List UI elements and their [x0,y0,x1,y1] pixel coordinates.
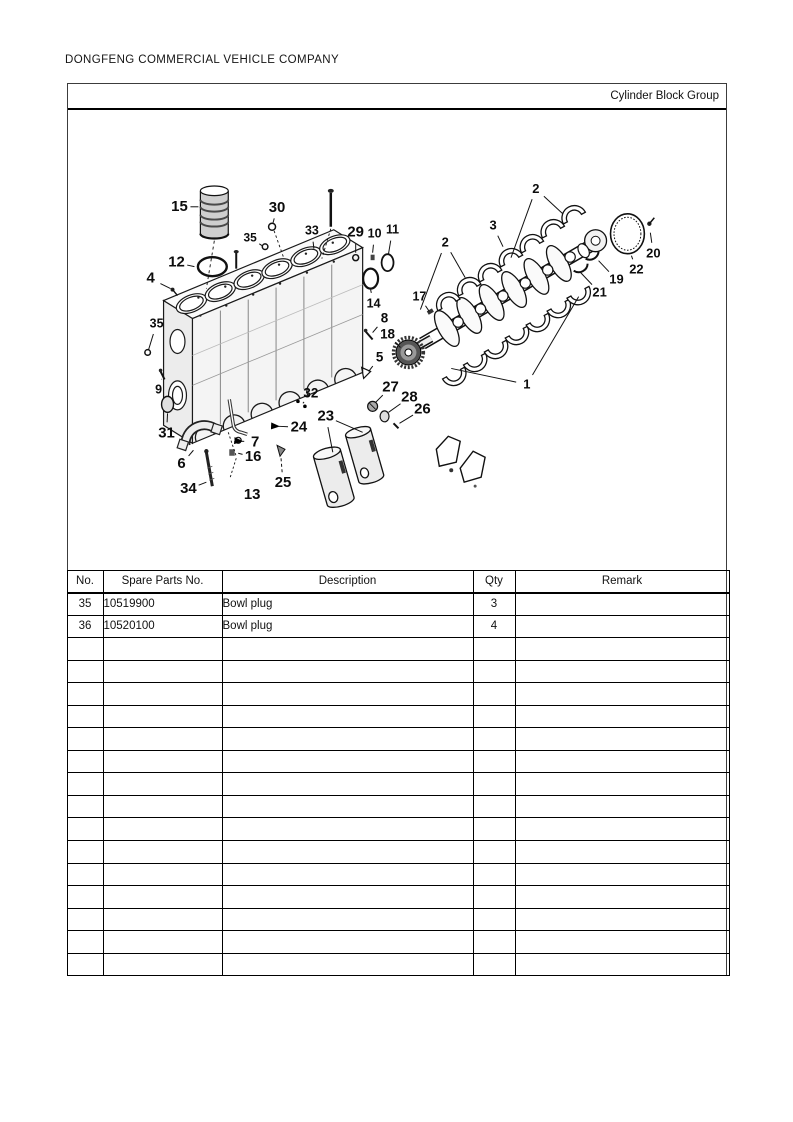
leader-line [376,395,383,402]
cell-no [67,683,103,706]
part-number-label: 35 [243,230,257,245]
group-title: Cylinder Block Group [610,90,719,102]
leader-line [599,261,609,272]
cell-no [67,908,103,931]
cell-remark [515,841,729,864]
exploded-diagram [68,111,725,569]
leader-line [650,233,651,243]
table-row-empty [67,908,729,931]
cell-part-no [103,886,222,909]
leader-line [425,306,429,312]
cell-remark [515,593,729,616]
parts-table [67,570,730,976]
leader-line [581,273,592,285]
part-number-label: 12 [168,253,185,271]
leader-line [303,402,304,403]
cell-no [67,886,103,909]
diagram-area [68,111,725,569]
part-number-label: 29 [347,223,364,241]
cell-no: 35 [67,593,103,616]
part-number-label: 26 [414,400,431,418]
cell-remark [515,931,729,954]
leader-line [149,334,154,349]
cell-no [67,750,103,773]
table-row-empty [67,728,729,751]
leader-line [373,245,374,253]
cell-remark [515,660,729,683]
cell-no [67,931,103,954]
camshaft-bushings [312,424,385,510]
table-row-empty [67,931,729,954]
part-number-label: 34 [180,480,197,498]
table-row-empty [67,841,729,864]
cell-no [67,863,103,886]
column-header: Spare Parts No. [103,571,222,593]
cell-qty [473,660,515,683]
cell-remark [515,683,729,706]
cell-part-no: 10520100 [103,615,222,638]
cell-no [67,660,103,683]
part-number-label: 4 [146,269,155,287]
leader-line [189,450,194,456]
cell-remark [515,728,729,751]
column-header: Remark [515,571,729,593]
cell-description [222,705,473,728]
cell-description: Bowl plug [222,593,473,616]
table-row-empty [67,660,729,683]
cell-description [222,818,473,841]
leader-line [273,218,274,222]
cell-qty [473,773,515,796]
cell-qty [473,750,515,773]
cell-qty [473,795,515,818]
part-number-label: 35 [149,316,164,331]
cell-description [222,773,473,796]
cell-no: 36 [67,615,103,638]
part-number-label: 14 [366,296,381,311]
leader-line [389,404,401,413]
cell-no [67,773,103,796]
cell-description: Bowl plug [222,615,473,638]
cell-description [222,795,473,818]
part-number-label: 6 [177,455,186,473]
column-header: Description [222,571,473,593]
gaskets [436,436,485,487]
part-number-label: 11 [385,222,400,237]
cell-remark [515,953,729,976]
part-number-label: 5 [375,349,384,365]
part-number-label: 17 [412,289,427,304]
table-row-empty [67,638,729,661]
part-number-label: 31 [158,424,175,442]
cell-part-no [103,660,222,683]
leader-line [631,256,632,260]
cell-no [67,841,103,864]
cell-qty [473,683,515,706]
cell-remark [515,795,729,818]
cell-qty [473,908,515,931]
table-row-empty [67,750,729,773]
cell-part-no [103,683,222,706]
leader-line [389,241,391,254]
leader-line [373,327,378,333]
cell-remark [515,615,729,638]
table-header-row [67,571,729,593]
leader-line [199,482,207,485]
part-number-label: 15 [171,197,188,215]
cell-description [222,728,473,751]
cell-qty [473,638,515,661]
leader-line [498,236,503,247]
cell-qty [473,953,515,976]
leader-line [259,244,262,246]
part-number-label: 24 [290,418,308,436]
leader-line [371,290,372,293]
cell-part-no [103,931,222,954]
cell-description [222,750,473,773]
part-number-label: 7 [250,433,260,451]
cell-qty: 3 [473,593,515,616]
part-number-label: 19 [609,271,624,287]
part-number-label: 2 [441,234,449,250]
part-number-label: 9 [155,382,163,397]
table-row-empty [67,818,729,841]
cell-description [222,638,473,661]
cell-remark [515,863,729,886]
leader-line [187,265,194,267]
cell-part-no [103,818,222,841]
company-title: DONGFENG COMMERCIAL VEHICLE COMPANY [65,54,340,66]
cell-qty [473,886,515,909]
cell-qty [473,728,515,751]
cell-qty [473,931,515,954]
table-row-empty [67,795,729,818]
cell-description [222,841,473,864]
cell-part-no: 10519900 [103,593,222,616]
cell-remark [515,750,729,773]
cell-qty [473,705,515,728]
table-row [67,593,729,616]
cell-remark [515,886,729,909]
table-row-empty [67,863,729,886]
part-number-label: 10 [367,226,382,241]
leader-line [160,284,170,289]
leader-line [399,415,413,423]
cell-qty [473,818,515,841]
cell-description [222,683,473,706]
cell-description [222,953,473,976]
part-number-label: 18 [380,326,396,342]
part-number-label: 13 [243,486,261,504]
cell-no [67,953,103,976]
content-box [67,83,727,976]
table-row-empty [67,683,729,706]
cell-remark [515,908,729,931]
cell-no [67,795,103,818]
column-header: Qty [473,571,515,593]
leader-line [281,458,282,472]
part-number-label: 33 [304,223,319,238]
part-number-label: 16 [244,448,262,466]
cell-part-no [103,750,222,773]
leader-line [544,196,563,213]
part-number-label: 3 [489,217,497,233]
table-row-empty [67,705,729,728]
leader-line [532,297,578,375]
part-number-label: 21 [592,284,607,300]
cell-part-no [103,638,222,661]
part-number-label: 23 [317,407,335,425]
table-row-empty [67,953,729,976]
cell-qty [473,841,515,864]
liner-oring [198,257,227,276]
cell-qty [473,863,515,886]
part-number-label: 30 [268,198,286,216]
cell-part-no [103,908,222,931]
cell-part-no [103,841,222,864]
cell-no [67,705,103,728]
cell-description [222,931,473,954]
cell-no [67,728,103,751]
cell-no [67,638,103,661]
part-number-label: 2 [532,180,540,196]
cell-part-no [103,773,222,796]
cell-no [67,818,103,841]
part-number-label: 1 [523,376,531,392]
table-row-empty [67,886,729,909]
part-number-label: 32 [303,385,319,401]
table-row [67,615,729,638]
cell-remark [515,638,729,661]
cell-part-no [103,705,222,728]
group-titlebar [68,84,726,110]
cell-description [222,886,473,909]
part-number-label: 27 [382,378,399,396]
part-number-label: 8 [380,310,389,326]
parts-table-body [67,593,729,976]
cell-description [222,660,473,683]
leader-line [238,453,242,454]
part-number-label: 25 [274,474,292,492]
leader-line [369,366,373,371]
cell-part-no [103,953,222,976]
cell-remark [515,773,729,796]
part-number-label: 28 [401,388,418,406]
cell-qty: 4 [473,615,515,638]
cell-description [222,908,473,931]
leader-line [451,252,465,277]
cell-remark [515,818,729,841]
cell-part-no [103,728,222,751]
table-row-empty [67,773,729,796]
part-number-label: 22 [629,261,644,277]
column-header: No. [67,571,103,593]
cell-part-no [103,795,222,818]
cell-description [222,863,473,886]
cell-part-no [103,863,222,886]
cell-remark [515,705,729,728]
part-number-label: 20 [646,245,661,261]
